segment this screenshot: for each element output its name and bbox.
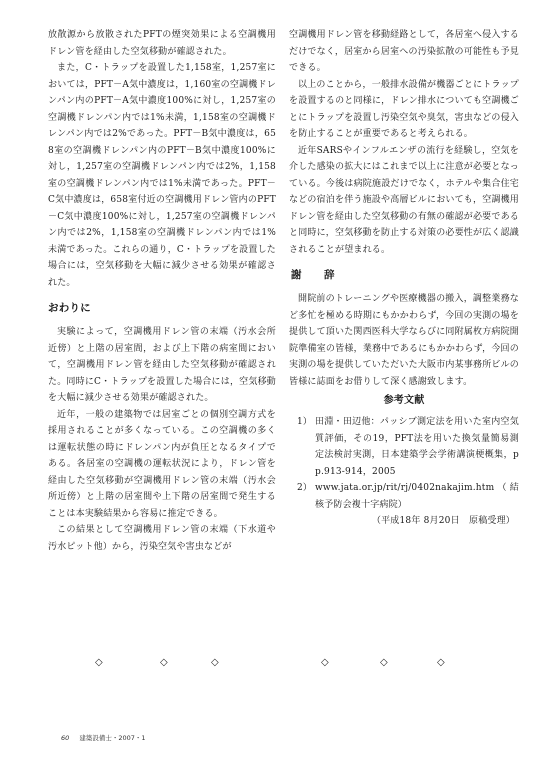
paragraph-trap-results: また，C・トラップを設置した1,158室，1,257室においては，PFT－A気中濃度は，1,160室の空調機ドレンパン内のPFT－A気中濃度100%に対し，1,257室の空調機ドレンパン内では1%未満，1,158室の空調機ドレンパン内では2%であった。PFT－B気中濃度は，658室の空調機ドレンパン内のPFT－B気中濃度100%に対し，1,257室の空調機ドレンパン内では2%，1,158室の空調機ドレンパン内では1%未満であった。PFT－C気中濃度は，658室付近の空調機用ドレン管内のPFT－C気中濃度100%に対し，1,257室の空調機ドレンパン内では2%，1,158室の空調機ドレンパン内では1%未満であった。これらの通り，C・トラップを設置した場合には，空気移動を大幅に減少させる効果が確認された。 xyxy=(48,63,276,288)
page-footer xyxy=(61,733,146,742)
paragraph-trap-recommendation: 以上のことから，一般排水設備が機器ごとにトラップを設置するのと同様に，ドレン排水についても空調機ごとにトラップを設置し汚染空気や臭気，害虫などの侵入を防止することが重要であると考えられる。 xyxy=(289,79,519,139)
reference-text: www.jata.or.jp/rit/rj/0402nakajim.htm（結核予防会複十字病院） xyxy=(315,483,519,510)
paragraph-conclusion-3: この結果として空調機用ドレン管の末端（下水道や汚水ピット他）から，汚染空気や害虫などが xyxy=(48,525,276,552)
journal-name: 建築設備士・2007・1 xyxy=(79,734,146,742)
diamond-ornament: ◇ xyxy=(437,657,445,668)
paragraph-acknowledgements: 開院前のトレーニングや医療機器の搬入，調整業務など多忙を極める時期にもかかわらず，今回の実測の場を提供して頂いた関西医科大学ならびに同附属枚方病院開院準備室の皆様，業務中であるにもかかわらず，今回の実測の場を提供していただいた大阪市内某事務所ビルの皆様に誌面をお借りして深く感謝致します。 xyxy=(289,294,520,387)
paragraph-continuation: 放散源から放散されたPFTの煙突効果による空調機用ドレン管を経由した空気移動が確認された。 xyxy=(48,30,276,57)
reference-text: 田淵・田辺他：パッシブ測定法を用いた室内空気質評価，その19，PFT法を用いた換気量簡易測定法検討実測，日本建築学会学術講演梗概集，pp.913-914，2005 xyxy=(315,417,519,477)
received-date: （平成18年 8月20日 原稿受理） xyxy=(371,516,515,526)
paragraph-continuation-right: 空調機用ドレン管を移動経路として，各居室へ侵入するだけでなく，居室から居室への汚染拡散の可能性も予見できる。 xyxy=(289,30,519,73)
diamond-ornament: ◇ xyxy=(321,657,329,668)
paragraph-conclusion-2: 近年，一般の建築物では居室ごとの個別空調方式を採用されることが多くなっている。この空調機の多くは運転状態の時にドレンパン内が負圧となるタイプである。各居室の空調機の運転状況により，ドレン管を経由した空気移動が空調機用ドレン管の末端（汚水会所近傍）と上階の居室間や上下階の居室間で発生することは本実験結果から容易に推定できる。 xyxy=(48,409,276,519)
right-column xyxy=(289,27,519,530)
diamond-ornament: ◇ xyxy=(380,657,388,668)
heading-references: 参考文献 xyxy=(383,395,425,406)
paragraph-conclusion-1: 実験によって，空調機用ドレン管の末端（汚水会所近傍）と上階の居室間，および上下階の病室間において，空調機用ドレン管を経由した空気移動が確認された。同時にC・トラップを設置した場合には，空気移動を大幅に減少させる効果が確認された。 xyxy=(48,327,276,403)
left-column xyxy=(48,27,276,555)
reference-number: 1） xyxy=(297,417,313,427)
diamond-ornament: ◇ xyxy=(211,657,219,668)
reference-number: 2） xyxy=(297,483,313,493)
reference-item xyxy=(289,480,519,513)
diamond-ornament: ◇ xyxy=(95,657,103,668)
heading-acknowledgements: 謝 辞 xyxy=(291,269,341,281)
page-number: 60 xyxy=(61,734,70,742)
reference-item xyxy=(289,414,519,480)
paragraph-infection-concern: 近年SARSやインフルエンザの流行を経験し，空気を介した感染の拡大にはこれまで以上に注意が必要となっている。今後は病院施設だけでなく，ホテルや集合住宅などの宿泊を伴う施設や高層ビルにおいても，空調機用ドレン管を経由した空気移動の有無の確認が必要であると同時に，空気移動を防止する対策の必要性が広く認識されることが望まれる。 xyxy=(289,145,520,255)
heading-conclusion: おわりに xyxy=(48,302,91,314)
diamond-ornament: ◇ xyxy=(160,657,168,668)
